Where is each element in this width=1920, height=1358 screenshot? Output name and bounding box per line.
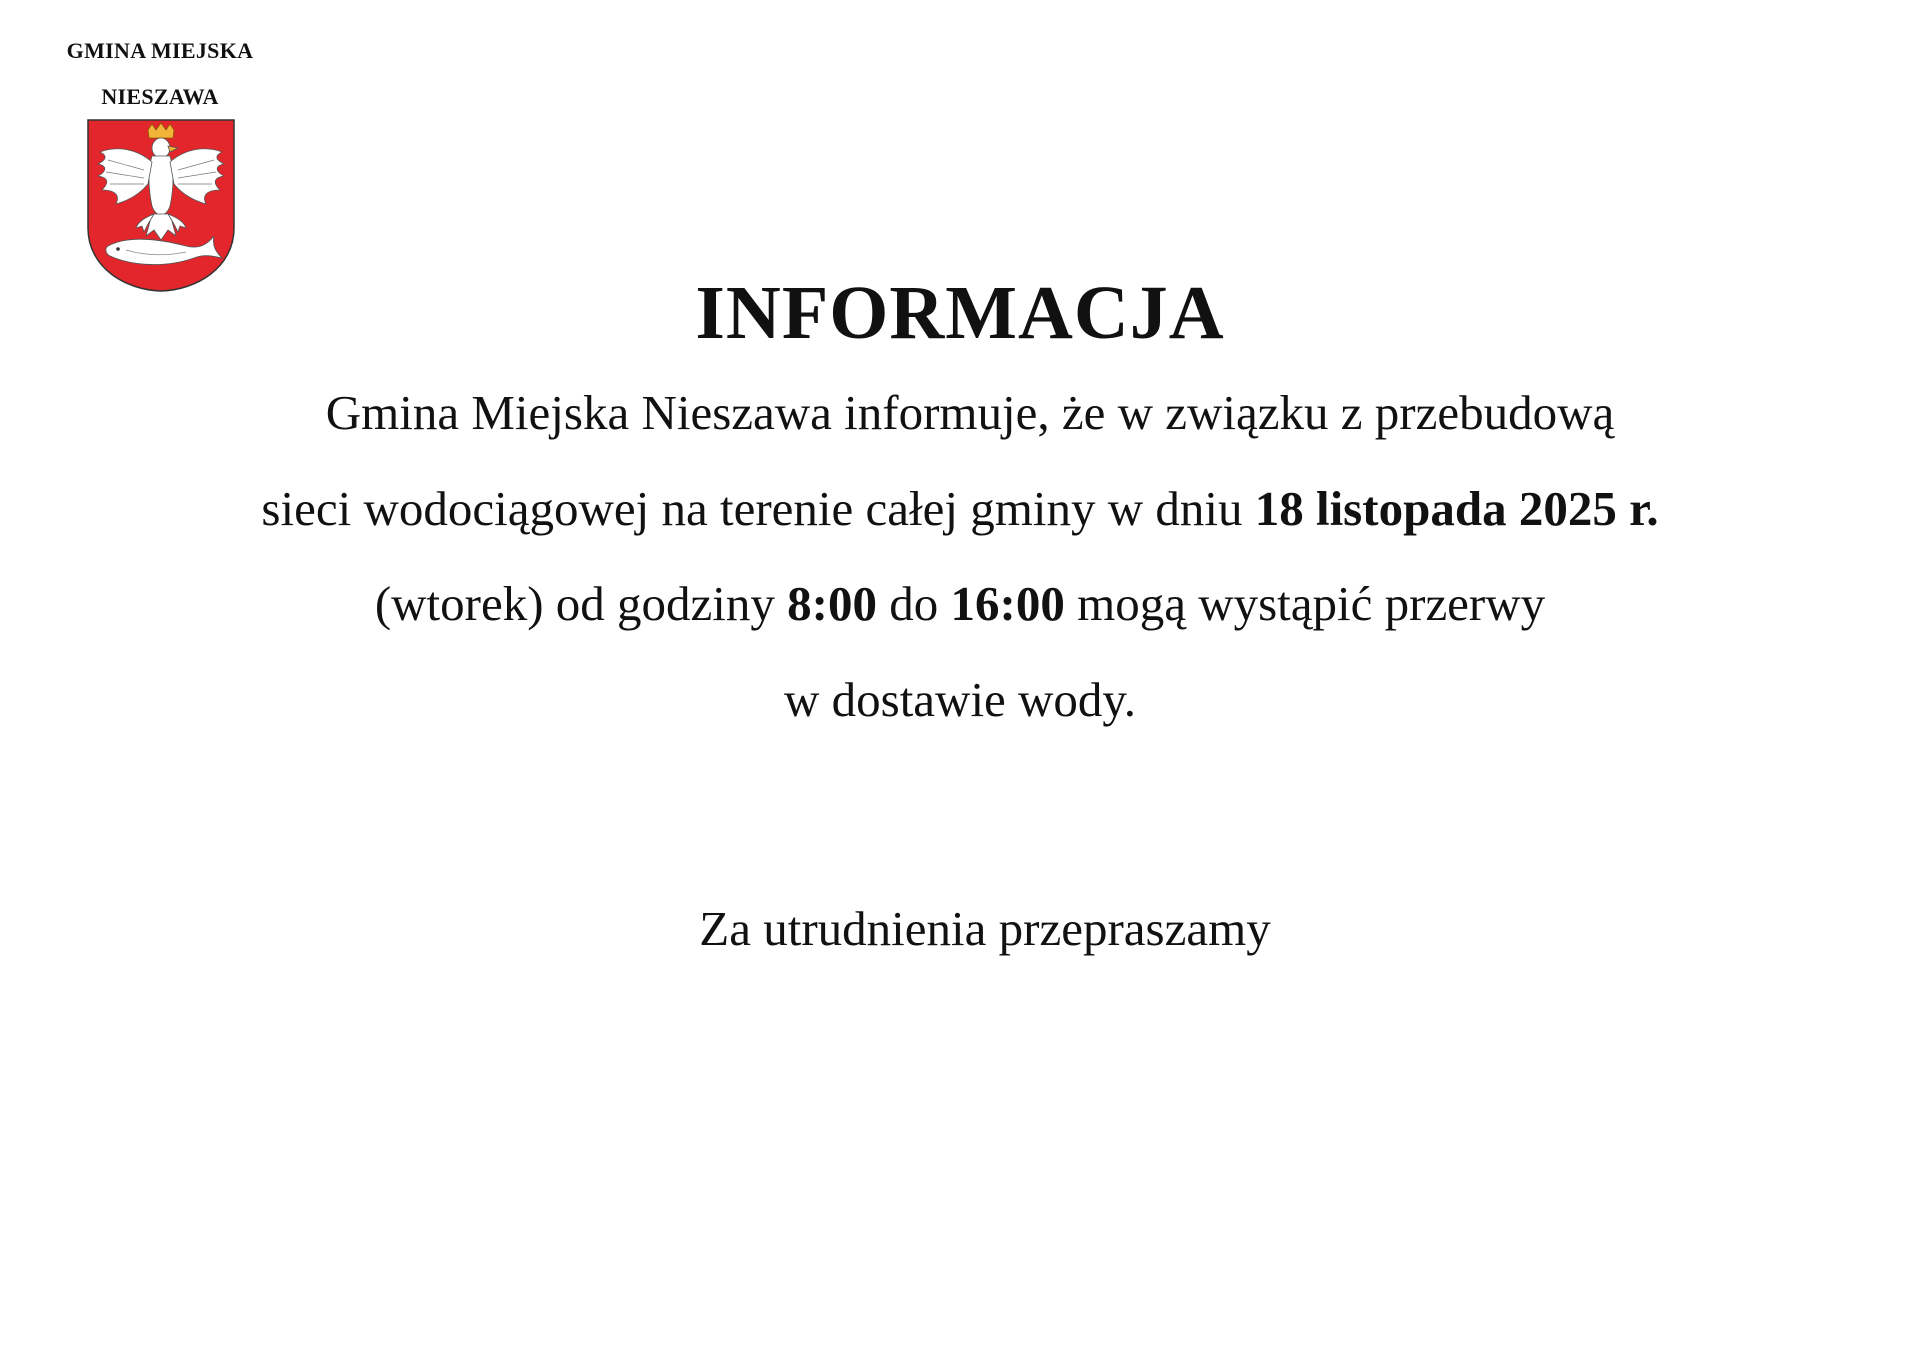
notice-title: INFORMACJA xyxy=(695,271,1225,355)
closing-apology: Za utrudnienia przepraszamy xyxy=(699,901,1271,956)
notice-line-4: w dostawie wody. xyxy=(783,672,1137,727)
header-block xyxy=(40,38,280,110)
org-name-line-2: NIESZAWA xyxy=(101,84,219,109)
notice-date: 18 listopada 2025 r. xyxy=(1254,481,1659,536)
crown-icon xyxy=(148,123,174,138)
org-name-line-1: GMINA MIEJSKA xyxy=(66,38,254,63)
notice-line-2-text: sieci wodociągowej na terenie całej gminy w dniu xyxy=(261,481,1255,536)
notice-start-time: 8:00 xyxy=(787,576,877,631)
notice-line-2 xyxy=(0,479,1920,539)
coat-of-arms-icon xyxy=(86,118,236,293)
notice-line-3-mid: do xyxy=(877,576,951,631)
notice-line-3-prefix: (wtorek) od godziny xyxy=(374,576,788,631)
notice-line-1: Gmina Miejska Nieszawa informuje, że w związku z przebudową xyxy=(325,385,1615,440)
notice-line-3 xyxy=(0,574,1920,634)
notice-line-3-suffix: mogą wystąpić przerwy xyxy=(1064,576,1546,631)
notice-end-time: 16:00 xyxy=(950,576,1065,631)
